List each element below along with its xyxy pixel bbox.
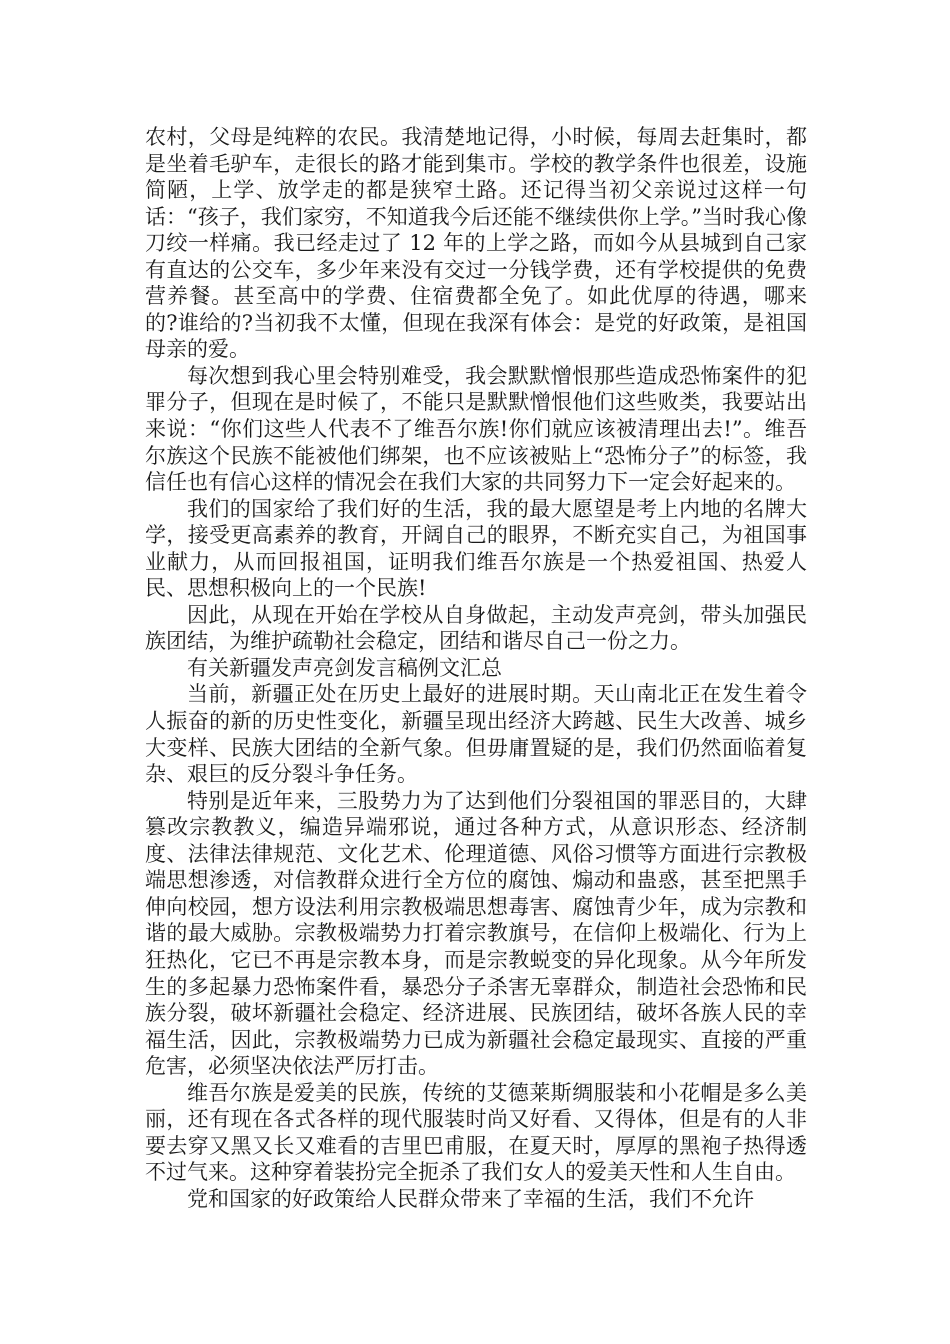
paragraph-7: 维吾尔族是爱美的民族，传统的艾德莱斯绸服装和小花帽是多么美丽，还有现在各式各样的现代服装时尚又好看、又得体，但是有的人非要去穿又黑又长又难看的吉里巴甫服，在夏天时，厚厚的黑袍子热得透不过气来。这种穿着装扮完全扼杀了我们女人的爱美天性和人生自由。 [145,1080,807,1185]
paragraph-6: 特别是近年来，三股势力为了达到他们分裂祖国的罪恶目的，大肆篡改宗教教义，编造异端邪说，通过各种方式，从意识形态、经济制度、法律法律规范、文化艺术、伦理道德、风俗习惯等方面进行宗教极端思想渗透，对信教群众进行全方位的腐蚀、煽动和蛊惑，甚至把黑手伸向校园，想方设法利用宗教极端思想毒害、腐蚀青少年，成为宗教和谐的最大威胁。宗教极端势力打着宗教旗号，在信仰上极端化、行为上狂热化，它已不再是宗教本身，而是宗教蜕变的异化现象。从今年所发生的多起暴力恐怖案件看，暴恐分子杀害无辜群众，制造社会恐怖和民族分裂，破坏新疆社会稳定、经济进展、民族团结，破坏各族人民的幸福生活，因此，宗教极端势力已成为新疆社会稳定最现实、直接的严重危害，必须坚决依法严厉打击。 [145,788,807,1079]
paragraph-8: 党和国家的好政策给人民群众带来了幸福的生活，我们不允许 [187,1186,754,1211]
section-heading: 有关新疆发声亮剑发言稿例文汇总 [187,655,502,680]
paragraph-1: 农村，父母是纯粹的农民。我清楚地记得，小时候，每周去赶集时，都是坐着毛驴车，走很长的路才能到集市。学校的教学条件也很差，设施简陋，上学、放学走的都是狭窄土路。还记得当初父亲说过这样一句话：“孩子，我们家穷，不知道我今后还能不继续供你上学。”当时我心像刀绞一样痛。我已经走过了 12 年的上学之路，而如今从县城到自己家有直达的公交车，多少年来没有交过一分钱学费，还有学校提供的免费营养餐。甚至高中的学费、住宿费都全免了。如此优厚的待遇，哪来的?谁给的?当初我不太懂，但现在我深有体会：是党的好政策，是祖国母亲的爱。 [145,125,807,362]
paragraph-4: 因此，从现在开始在学校从自身做起，主动发声亮剑，带头加强民族团结，为维护疏勒社会稳定，团结和谐尽自己一份之力。 [145,602,807,654]
document-page [145,124,807,1212]
paragraph-2: 每次想到我心里会特别难受，我会默默憎恨那些造成恐怖案件的犯罪分子，但现在是时候了，不能只是默默憎恨他们这些败类，我要站出来说：“你们这些人代表不了维吾尔族!你们就应该被清理出去!”。维吾尔族这个民族不能被他们绑架，也不应该被贴上“恐怖分子”的标签，我信任也有信心这样的情况会在我们大家的共同努力下一定会好起来的。 [145,363,807,495]
paragraph-5: 当前，新疆正处在历史上最好的进展时期。天山南北正在发生着令人振奋的新的历史性变化，新疆呈现出经济大跨越、民生大改善、城乡大变样、民族大团结的全新气象。但毋庸置疑的是，我们仍然面临着复杂、艰巨的反分裂斗争任务。 [145,682,807,787]
paragraph-3: 我们的国家给了我们好的生活，我的最大愿望是考上内地的名牌大学，接受更高素养的教育，开阔自己的眼界，不断充实自己，为祖国事业献力，从而回报祖国，证明我们维吾尔族是一个热爱祖国、热爱人民、思想积极向上的一个民族! [145,496,807,601]
